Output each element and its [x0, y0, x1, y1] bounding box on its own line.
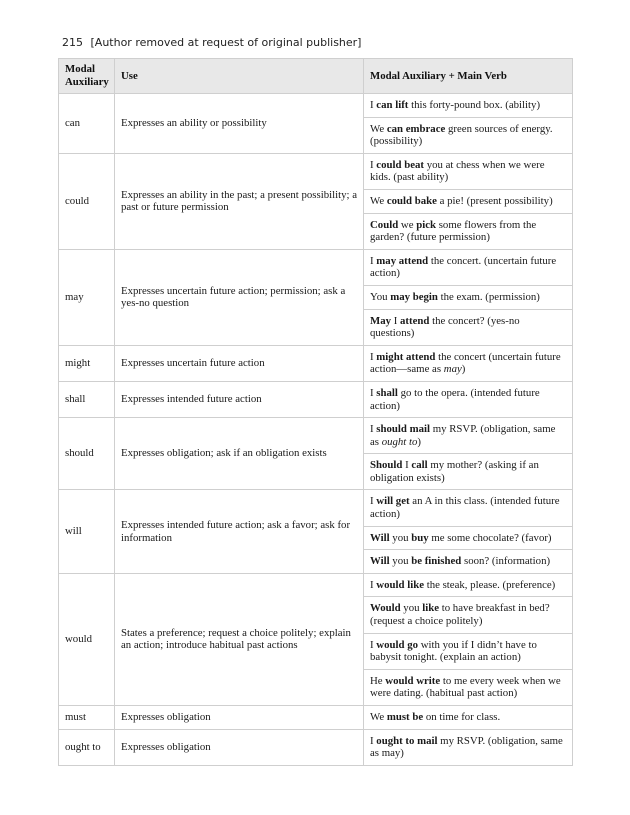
- table-body: [59, 94, 573, 766]
- example-text: I: [391, 314, 400, 327]
- example-cell: [364, 418, 573, 454]
- example-text: I: [370, 734, 377, 747]
- bold-verb: could beat: [376, 158, 424, 171]
- example-cell: [364, 345, 573, 381]
- table-row: [59, 729, 573, 765]
- example-text: ): [461, 363, 466, 376]
- example-text: He: [370, 674, 386, 687]
- example-cell: [364, 94, 573, 118]
- example-text: my mother? (asking if an obligation exists): [370, 459, 539, 484]
- example-text: ): [417, 435, 422, 448]
- page-header: [62, 36, 361, 49]
- example-cell: [364, 729, 573, 765]
- example-text: the concert. (uncertain future action): [370, 254, 557, 280]
- modal-cell: shall: [59, 381, 115, 417]
- bold-verb: pick: [416, 218, 437, 231]
- column-header-modal: Modal Auxiliary: [59, 59, 115, 94]
- bold-verb: would go: [376, 638, 418, 651]
- bold-verb: like: [422, 602, 439, 615]
- example-text: to have breakfast in bed? (request a choice politely): [370, 602, 550, 628]
- example-cell: [364, 490, 573, 526]
- use-cell: Expresses obligation: [115, 706, 364, 730]
- modal-cell: might: [59, 345, 115, 381]
- example-text: you at chess when we were kids. (past ability): [370, 158, 545, 184]
- example-cell: [364, 573, 573, 597]
- table-row: [59, 418, 573, 454]
- example-cell: [364, 526, 573, 550]
- example-text: I: [370, 158, 377, 171]
- page-number: 215: [62, 36, 83, 49]
- example-text: I: [370, 423, 377, 436]
- use-cell: Expresses obligation; ask if an obligation exists: [115, 418, 364, 490]
- example-text: you: [400, 602, 423, 615]
- example-text: We: [370, 711, 387, 723]
- modal-auxiliary-table: [58, 58, 573, 766]
- use-cell: Expresses obligation: [115, 729, 364, 765]
- modal-cell: could: [59, 153, 115, 249]
- example-cell: [364, 189, 573, 213]
- table-row: [59, 490, 573, 526]
- table-row: [59, 381, 573, 417]
- modal-cell: would: [59, 573, 115, 705]
- example-text: me some chocolate? (favor): [428, 531, 552, 544]
- use-cell: Expresses intended future action; ask a favor; ask for information: [115, 490, 364, 573]
- example-cell: [364, 454, 573, 490]
- example-text: my RSVP. (obligation, same as may): [370, 734, 563, 760]
- example-text: green sources of energy. (possibility): [370, 122, 553, 148]
- bold-verb: will get: [376, 495, 410, 508]
- table-header-row: [59, 59, 573, 94]
- table-row: [59, 706, 573, 730]
- bold-verb: might attend: [376, 350, 436, 363]
- bold-verb: attend: [400, 314, 430, 327]
- example-text: some flowers from the garden? (future permission): [370, 218, 537, 244]
- example-text: I: [370, 254, 377, 267]
- bold-verb: Could: [370, 218, 399, 231]
- table-row: [59, 249, 573, 285]
- example-text: the steak, please. (preference): [424, 578, 556, 591]
- italic-term: may: [443, 363, 462, 376]
- example-text: my RSVP. (obligation, same as: [370, 423, 556, 448]
- example-text: I: [402, 459, 412, 472]
- use-cell: Expresses intended future action: [115, 381, 364, 417]
- example-text: I: [370, 495, 377, 508]
- bold-verb: may begin: [390, 290, 438, 303]
- example-text: we: [398, 218, 417, 231]
- example-text: I: [370, 386, 377, 399]
- column-header-example: Modal Auxiliary + Main Verb: [364, 59, 573, 94]
- example-text: the concert (uncertain future action—same as: [370, 350, 561, 376]
- example-text: I: [370, 99, 377, 111]
- example-cell: [364, 706, 573, 730]
- example-text: a pie! (present possibility): [436, 194, 553, 207]
- example-cell: [364, 249, 573, 285]
- bold-verb: ought to mail: [376, 734, 438, 747]
- modal-cell: ought to: [59, 729, 115, 765]
- bold-verb: shall: [376, 386, 398, 399]
- example-text: You: [370, 290, 391, 303]
- table-row: [59, 153, 573, 189]
- example-text: the concert? (yes-no questions): [370, 314, 520, 340]
- bold-verb: could bake: [386, 194, 437, 207]
- bold-verb: Should: [370, 459, 403, 472]
- example-text: I: [370, 638, 377, 651]
- bold-verb: must be: [386, 711, 424, 723]
- modal-cell: will: [59, 490, 115, 573]
- example-cell: [364, 550, 573, 574]
- example-text: go to the opera. (intended future action): [370, 386, 540, 412]
- modal-cell: can: [59, 94, 115, 154]
- example-text: an A in this class. (intended future action): [370, 495, 560, 521]
- use-cell: Expresses uncertain future action: [115, 345, 364, 381]
- modal-cell: should: [59, 418, 115, 490]
- modal-cell: may: [59, 249, 115, 345]
- use-cell: Expresses an ability in the past; a present possibility; a past or future permission: [115, 153, 364, 249]
- example-text: you: [389, 555, 412, 568]
- example-text: this forty-pound box. (ability): [408, 99, 541, 111]
- example-text: to me every week when we were dating. (habitual past action): [370, 674, 561, 700]
- example-cell: [364, 153, 573, 189]
- example-text: on time for class.: [423, 711, 501, 723]
- example-text: I: [370, 350, 377, 363]
- bold-verb: would write: [385, 674, 441, 687]
- example-cell: [364, 381, 573, 417]
- example-cell: [364, 633, 573, 669]
- table-row: [59, 573, 573, 597]
- bold-verb: would like: [376, 578, 424, 591]
- example-cell: [364, 309, 573, 345]
- table-row: [59, 345, 573, 381]
- example-cell: [364, 213, 573, 249]
- bold-verb: Will: [370, 555, 390, 568]
- example-cell: [364, 597, 573, 633]
- example-cell: [364, 117, 573, 153]
- bold-verb: should mail: [376, 423, 431, 436]
- use-cell: Expresses uncertain future action; permission; ask a yes-no question: [115, 249, 364, 345]
- example-text: I: [370, 578, 377, 591]
- example-cell: [364, 669, 573, 705]
- example-text: soon? (information): [461, 555, 551, 568]
- bold-verb: Would: [370, 602, 401, 615]
- bold-verb: call: [411, 459, 428, 472]
- use-cell: Expresses an ability or possibility: [115, 94, 364, 154]
- example-cell: [364, 285, 573, 309]
- bold-verb: can embrace: [386, 122, 446, 135]
- bold-verb: may attend: [376, 254, 429, 267]
- bold-verb: buy: [411, 531, 429, 544]
- bold-verb: Will: [370, 531, 390, 544]
- bold-verb: May: [370, 314, 391, 327]
- table-row: [59, 94, 573, 118]
- bold-verb: be finished: [411, 555, 462, 568]
- modal-cell: must: [59, 706, 115, 730]
- example-text: We: [370, 194, 387, 207]
- use-cell: States a preference; request a choice politely; explain an action; introduce habitual past actions: [115, 573, 364, 705]
- column-header-use: Use: [115, 59, 364, 94]
- bold-verb: can lift: [376, 99, 409, 111]
- example-text: you: [389, 531, 412, 544]
- example-text: We: [370, 122, 387, 135]
- italic-term: ought to: [381, 435, 418, 448]
- author-note: [Author removed at request of original publisher]: [90, 36, 362, 49]
- example-text: the exam. (permission): [437, 290, 540, 303]
- example-text: with you if I didn’t have to babysit tonight. (explain an action): [370, 638, 537, 664]
